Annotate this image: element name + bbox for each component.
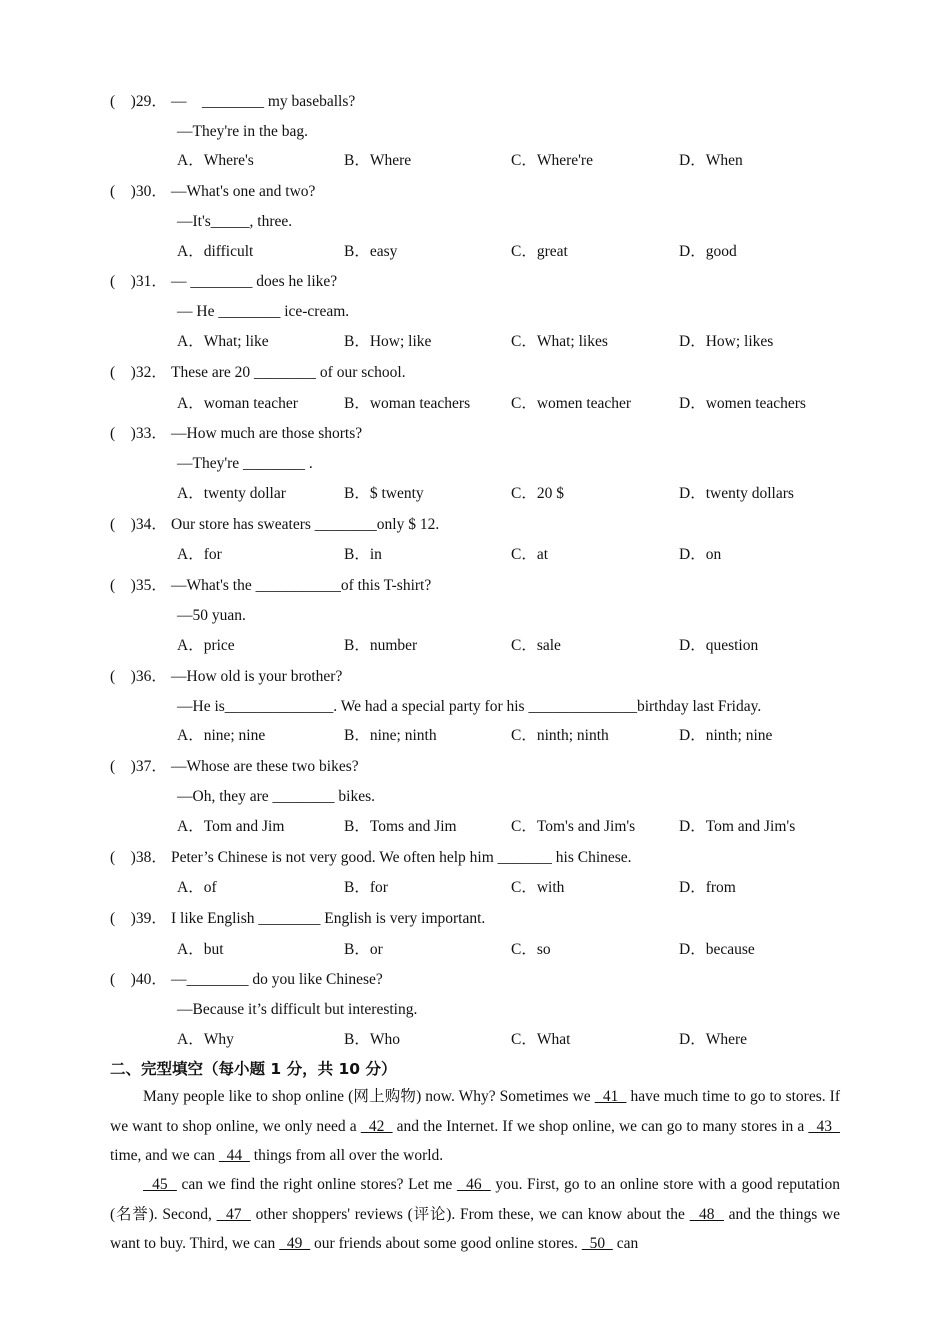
question-response-line: — He ________ ice-cream. [177,303,350,320]
answer-option-d: D．Tom and Jim's [679,818,796,835]
paragraph-text: can we find the right online stores? Let me [176,1176,457,1193]
answer-option-d: D．When [679,152,743,169]
paragraph-text: time, and we can [110,1147,219,1164]
question-number: ( )31． [110,273,167,290]
cloze-blank: 41 [594,1088,627,1105]
question-stem: —How much are those shorts? [171,425,363,442]
answer-option-b: B．in [344,546,382,563]
question-number: ( )35． [110,577,167,594]
answer-option-a: A．Tom and Jim [177,818,285,835]
question-stem: —How old is your brother? [171,668,343,685]
question-stem: — ________ my baseballs? [171,93,356,110]
answer-option-c: C．Tom's and Jim's [511,818,636,835]
paragraph-text: other shoppers' reviews (评论). From these, we can know about the [250,1205,690,1223]
answer-option-c: C．women teacher [511,395,632,412]
question-stem: Peter’s Chinese is not very good. We often help him _______ his Chinese. [171,849,632,866]
question-number: ( )37． [110,758,167,775]
paragraph-text: Many people like to shop online (网上购物) now. Why? Sometimes we [143,1088,595,1105]
answer-option-d: D．on [679,546,722,563]
answer-option-b: B．or [344,941,383,958]
answer-option-c: C．great [511,243,568,260]
question-response-line: —They're ________ . [177,455,313,472]
answer-option-b: B．How; like [344,333,432,350]
answer-option-b: B．$ twenty [344,485,424,502]
question-number: ( )32． [110,364,167,381]
cloze-blank: 43 [808,1117,841,1135]
question-stem: I like English ________ English is very important. [171,910,486,927]
question-response-line: —He is______________. We had a special party for his ______________birthday last Friday. [177,698,762,715]
cloze-blank: 50 [581,1235,613,1252]
question-response-line: —They're in the bag. [177,123,309,140]
answer-option-c: C．20 $ [511,485,564,502]
answer-option-c: C．with [511,879,565,896]
answer-option-d: D．ninth; nine [679,727,773,744]
question-number: ( )39． [110,910,167,927]
answer-option-c: C．What; likes [511,333,608,350]
answer-option-b: B．nine; ninth [344,727,437,744]
question-stem: —Whose are these two bikes? [171,758,359,775]
answer-option-c: C．at [511,546,549,563]
answer-option-b: B．Where [344,152,412,169]
answer-option-a: A．for [177,546,222,563]
answer-option-c: C．What [511,1031,571,1048]
answer-option-b: B．number [344,637,418,654]
answer-option-a: A．woman teacher [177,395,298,412]
answer-option-d: D．Where [679,1031,747,1048]
cloze-paragraph-2 [110,1170,840,1259]
question-stem: — ________ does he like? [171,273,338,290]
answer-option-d: D．good [679,243,737,260]
answer-option-a: A．of [177,879,217,896]
paragraph-text: you. First, go to an online store with a good reputation (名誉). Second, [110,1176,840,1223]
question-number: ( )36． [110,668,167,685]
paragraph-text: and the Internet. If we shop online, we can go to many stores in a [392,1117,809,1135]
answer-option-c: C．sale [511,637,561,654]
question-stem: These are 20 ________ of our school. [171,364,406,381]
answer-option-a: A．but [177,941,224,958]
answer-option-d: D．How; likes [679,333,774,350]
answer-option-b: B．Toms and Jim [344,818,457,835]
answer-option-d: D．because [679,941,755,958]
answer-option-b: B．easy [344,243,398,260]
answer-option-d: D．twenty dollars [679,485,794,502]
answer-option-d: D．question [679,637,759,654]
question-number: ( )29． [110,93,167,110]
question-number: ( )34． [110,516,167,533]
answer-option-a: A．What; like [177,333,269,350]
section-title: 二、完型填空（每小题 1 分，共 10 分） [110,1060,397,1078]
question-response-line: —50 yuan. [177,607,246,624]
question-stem: Our store has sweaters ________only $ 12. [171,516,440,533]
question-number: ( )30． [110,183,167,200]
cloze-blank: 45 [143,1176,177,1193]
answer-option-c: C．so [511,941,551,958]
answer-option-c: C．Where're [511,152,593,169]
question-response-line: —It's_____, three. [177,213,293,230]
answer-option-c: C．ninth; ninth [511,727,609,744]
answer-option-a: A．Why [177,1031,234,1048]
question-stem: —What's one and two? [171,183,316,200]
question-response-line: —Because it’s difficult but interesting. [177,1001,418,1018]
answer-option-a: A．nine; nine [177,727,266,744]
paragraph-text: have much time to go to stores. If we want to shop online, we only need a [110,1088,841,1135]
question-number: ( )40． [110,971,167,988]
cloze-paragraph-1 [110,1082,840,1171]
question-response-line: —Oh, they are ________ bikes. [177,788,376,805]
answer-option-b: B．Who [344,1031,400,1048]
cloze-blank: 48 [689,1205,724,1223]
answer-option-d: D．from [679,879,736,896]
question-number: ( )38． [110,849,167,866]
answer-option-a: A．price [177,637,235,654]
cloze-blank: 49 [279,1235,311,1252]
cloze-blank: 42 [360,1117,393,1135]
answer-option-b: B．for [344,879,388,896]
paragraph-text: our friends about some good online stores. [310,1235,582,1252]
paragraph-text: and the things we want to buy. Third, we can [110,1205,841,1252]
paragraph-text: things from all over the world. [249,1147,444,1164]
cloze-blank: 44 [218,1147,250,1164]
answer-option-a: A．twenty dollar [177,485,286,502]
cloze-blank: 46 [456,1176,491,1193]
cloze-blank: 47 [216,1205,251,1223]
answer-option-b: B．woman teachers [344,395,471,412]
question-number: ( )33． [110,425,167,442]
answer-option-d: D．women teachers [679,395,806,412]
answer-option-a: A．difficult [177,243,254,260]
question-stem: —________ do you like Chinese? [171,971,383,988]
answer-option-a: A．Where's [177,152,254,169]
paragraph-text: can [612,1235,639,1252]
question-stem: —What's the ___________of this T-shirt? [171,577,432,594]
